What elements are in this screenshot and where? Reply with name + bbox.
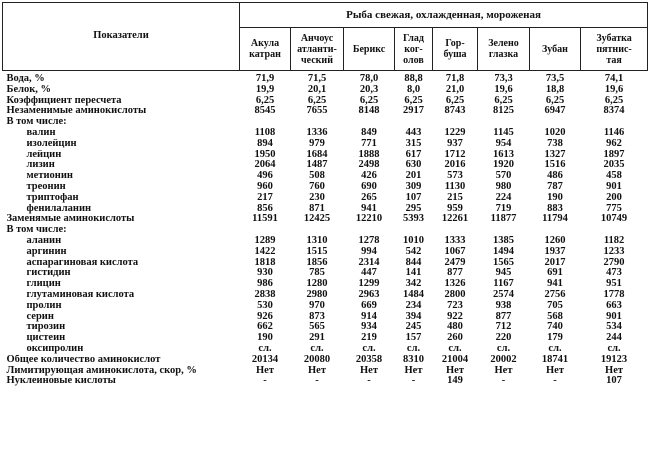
table-cell: сл. [496,342,511,354]
table-cell: - [411,375,416,387]
table-cell: 426 [361,170,377,182]
table-cell: 980 [495,180,512,192]
table-cell: 19,9 [255,83,275,95]
table-cell: 2980 [306,288,328,300]
table-cell: Нет [308,364,326,376]
table-cell: 220 [495,332,512,344]
table-row [3,301,648,312]
table-cell: 1067 [444,245,466,257]
species-header [344,28,395,71]
table-cell: 1233 [603,245,625,257]
table-cell: 994 [361,245,377,257]
table-row [3,139,648,150]
row-label: валин [26,127,56,138]
table-cell: 12261 [441,213,469,225]
table-cell: 496 [257,170,273,182]
species-header-line: атланти- [297,43,337,55]
table-cell: 1565 [493,256,514,268]
table-cell: 1289 [254,234,276,246]
row-label: метионин [26,171,73,182]
table-cell: 1516 [544,159,566,171]
species-header-line: Акула [250,38,280,49]
row-label: гистидин [26,268,71,279]
table-cell: 1167 [493,278,514,290]
table-cell: 190 [547,191,563,203]
species-header [291,28,344,71]
row-label: Незаменимые аминокислоты [6,106,147,117]
table-cell: 986 [257,278,273,290]
row-label: оксипролин [26,343,84,354]
species-header [530,28,581,71]
table-cell: - [263,375,267,387]
table-row [3,106,648,117]
table-cell: 771 [361,137,377,149]
table-cell: 951 [606,278,622,290]
row-label: серин [26,311,54,322]
table-cell: 230 [309,191,325,203]
table-cell: 849 [361,126,377,138]
table-cell: сл. [362,342,376,354]
table-cell: 217 [257,191,273,203]
table-cell: Нет [546,364,564,376]
row-label: изолейцин [26,138,77,149]
table-cell: 8148 [358,105,380,117]
table-cell: 937 [447,137,463,149]
table-cell: 295 [405,202,422,214]
table-cell: 73,3 [494,73,513,84]
table-cell: 21004 [441,353,469,365]
table-cell: 663 [606,299,622,311]
table-cell: 1010 [403,234,424,246]
table-cell: - [315,375,319,387]
table-cell: 1487 [306,159,328,171]
table-cell: 6,25 [604,94,624,106]
table-cell: 8125 [493,105,514,117]
table-cell: 960 [257,180,273,192]
table-cell: 8,0 [406,83,421,95]
table-cell: 2917 [403,105,424,117]
table-cell: 1260 [544,234,566,246]
table-cell: 1778 [603,288,625,300]
table-cell: 1333 [444,234,466,246]
table-cell: 11591 [252,213,278,225]
row-label: Нуклеиновые кислоты [6,376,116,387]
table-cell: 190 [257,332,273,344]
table-cell: 19,6 [604,83,624,95]
row-label: аспарагиновая кислота [26,257,139,268]
table-cell: Нет [404,364,423,376]
fish-group-header: Рыба свежая, охлажденная, мороженая [240,3,648,28]
table-cell: 149 [447,375,463,387]
species-header-line: Берикс [352,43,386,55]
table-cell: 570 [495,170,512,182]
row-label: Вода, % [6,73,45,84]
table-cell: 447 [361,267,377,279]
species-header-line: Зелено [488,38,519,49]
table-cell: 573 [447,170,463,182]
table-cell: 141 [405,267,422,279]
table-cell: 342 [405,278,422,290]
table-cell: 5393 [403,213,424,225]
table-cell: 1712 [444,148,466,160]
species-header-line: глазка [488,49,519,60]
species-header-line: Глад [403,32,424,44]
species-header-line: ческий [301,54,333,66]
table-cell: 1130 [444,180,466,192]
table-cell: 244 [606,332,622,344]
species-header [478,28,530,71]
row-label: глицин [26,279,61,290]
table-cell: 1515 [306,245,328,257]
table-cell: 1146 [603,126,625,138]
table-cell: 6,25 [359,94,379,106]
table-cell: 7655 [306,105,328,117]
amino-acid-table [2,2,648,387]
table-cell: 71,5 [307,73,327,84]
table-cell: - [553,375,557,387]
table-cell: сл. [258,342,272,354]
table-cell: 705 [547,299,563,311]
table-cell: 723 [447,299,463,311]
table-cell: 1310 [306,234,328,246]
table-cell: 2790 [603,256,625,268]
row-label: тирозин [26,322,66,333]
table-row [3,366,648,377]
table-cell: 1888 [358,148,380,160]
table-cell: 922 [447,310,463,322]
table-cell: 71,8 [445,73,465,84]
table-cell: 458 [606,170,622,182]
table-cell: 530 [257,299,273,311]
table-cell: 941 [547,278,563,290]
species-header-line: пятнис- [596,43,632,55]
table-row [3,71,648,85]
table-cell: 234 [405,299,422,311]
table-cell: 945 [495,267,512,279]
table-cell: 914 [361,310,377,322]
species-header-line: Зубатка [596,32,632,44]
table-cell: 73,5 [545,73,565,84]
table-cell: 630 [405,159,422,171]
table-cell: 21,0 [445,83,465,95]
table-cell: 1299 [358,278,380,290]
table-cell: 8310 [403,353,424,365]
table-cell: 941 [361,202,377,214]
table-cell: сл. [310,342,324,354]
table-cell: 215 [447,191,463,203]
table-cell: 107 [405,191,422,203]
table-cell: 8743 [444,105,466,117]
table-cell: 871 [309,202,325,214]
table-cell: 10749 [600,213,628,225]
row-label: фенилаланин [26,203,92,214]
table-cell: 2800 [444,288,466,300]
table-cell: 1897 [603,148,625,160]
table-cell: 1327 [544,148,566,160]
table-cell: 691 [547,267,563,279]
table-cell: 6,25 [307,94,327,106]
row-label: триптофан [26,192,79,203]
table-cell: 970 [309,299,325,311]
table-cell: - [367,375,371,387]
table-cell: 19123 [600,353,628,365]
row-label: пролин [26,300,62,311]
table-row [3,376,648,387]
table-cell: 6,25 [404,94,423,106]
table-cell: сл. [548,342,562,354]
row-label: В том числе: [6,225,67,236]
table-cell: 508 [309,170,325,182]
table-cell: 291 [309,332,325,344]
table-row [3,193,648,204]
row-label: треонин [26,181,66,192]
table-cell: 979 [309,137,325,149]
table-cell: 6947 [544,105,566,117]
table-cell: 1229 [444,126,466,138]
table-cell: 894 [257,137,273,149]
species-header [581,28,648,71]
row-label: цистеин [26,333,66,344]
table-cell: 785 [309,267,325,279]
table-cell: Нет [360,364,378,376]
table-cell: 443 [405,126,422,138]
table-cell: 877 [495,310,512,322]
table-cell: 201 [405,170,422,182]
table-cell: 2017 [544,256,566,268]
table-cell: 954 [495,137,512,149]
table-cell: Нет [446,364,464,376]
table-cell: 712 [495,321,512,333]
table-cell: 20358 [355,353,383,365]
table-cell: 2498 [358,159,380,171]
table-cell: 1182 [603,234,625,246]
table-cell: 534 [606,321,622,333]
table-cell: 719 [495,202,512,214]
table-header [3,3,648,71]
species-header-line: Гор- [445,38,465,49]
table-cell: 1280 [306,278,328,290]
species-header-line: Зубан [542,43,568,55]
table-cell: 219 [361,332,377,344]
table-cell: 1920 [493,159,514,171]
table-cell: 6,25 [445,94,465,106]
row-label: Лимитирующая аминокислота, скор, % [6,365,197,376]
table-cell: 760 [309,180,325,192]
table-cell: 883 [547,202,563,214]
table-cell: 930 [257,267,273,279]
table-cell: 245 [405,321,422,333]
table-cell: 775 [606,202,622,214]
species-header-line: катран [249,49,281,60]
table-cell: 107 [606,375,622,387]
table-cell: 224 [495,191,512,203]
table-cell: 71,9 [255,73,275,84]
table-cell: 78,0 [359,73,379,84]
table-cell: 6,25 [494,94,513,106]
row-label: Общее количество аминокислот [6,354,161,365]
table-cell: 309 [405,180,422,192]
table-cell: 20,3 [359,83,379,95]
table-cell: 1856 [306,256,328,268]
table-cell: 20,1 [307,83,327,95]
table-cell: 1422 [254,245,276,257]
table-cell: Нет [605,364,624,376]
table-cell: 690 [361,180,377,192]
table-cell: 157 [405,332,422,344]
table-cell: 8545 [254,105,276,117]
table-cell: 2314 [358,256,380,268]
row-label: Белок, % [6,84,52,95]
species-header [433,28,478,71]
table-cell: 1336 [306,126,328,138]
table-cell: 1326 [444,278,466,290]
table-cell: 926 [257,310,273,322]
table-cell: 74,1 [604,73,624,84]
table-cell: 11877 [490,213,517,225]
row-label: Коэффициент пересчета [6,95,122,106]
table-cell: 2756 [544,288,566,300]
table-cell: 12425 [303,213,331,225]
table-cell: 486 [547,170,563,182]
table-cell: 2574 [493,288,514,300]
table-row [3,247,648,258]
table-cell: 88,8 [404,73,423,84]
table-cell: 11794 [542,213,568,225]
table-cell: 740 [547,321,563,333]
table-cell: 1937 [544,245,566,257]
table-cell: 1613 [493,148,514,160]
table-cell: 542 [405,245,422,257]
table-cell: сл. [406,342,421,354]
table-cell: 2035 [603,159,625,171]
table-cell: 20002 [490,353,517,365]
table-cell: сл. [607,342,621,354]
row-label: лейцин [26,149,62,160]
table-cell: 200 [606,191,622,203]
table-cell: 179 [547,332,563,344]
table-cell: - [501,375,506,387]
table-cell: 1108 [254,126,276,138]
table-cell: 12210 [355,213,383,225]
table-row [3,214,648,225]
table-cell: 260 [447,332,463,344]
row-label: аланин [26,235,62,246]
table-cell: 1684 [306,148,328,160]
row-label: лизин [26,160,55,171]
table-cell: 565 [309,321,325,333]
table-cell: 1484 [403,288,424,300]
table-body [3,71,648,388]
table-cell: 480 [447,321,463,333]
table-cell: 6,25 [255,94,275,106]
table-cell: 1020 [544,126,566,138]
table-cell: 901 [606,180,622,192]
species-header-line: буша [443,49,467,60]
table-cell: 1145 [493,126,514,138]
table-cell: 617 [405,148,422,160]
table-cell: 962 [606,137,622,149]
table-cell: 934 [361,321,377,333]
table-cell: 938 [495,299,512,311]
species-header [240,28,291,71]
table-cell: 1278 [358,234,380,246]
table-cell: 738 [547,137,563,149]
indicators-header: Показатели [3,3,240,71]
table-cell: 265 [361,191,377,203]
table-cell: 959 [447,202,463,214]
row-label: глутаминовая кислота [26,289,135,300]
table-cell: 787 [547,180,563,192]
table-cell: 19,6 [494,83,513,95]
table-cell: 315 [405,137,422,149]
table-cell: 856 [257,202,273,214]
species-header [395,28,433,71]
row-label: В том числе: [6,117,67,128]
row-label: Заменямые аминокислоты [6,214,135,225]
table-cell: 844 [405,256,422,268]
table-cell: Нет [256,364,274,376]
table-cell: 1494 [493,245,514,257]
species-header-line: Анчоус [300,32,334,44]
table-cell: 1385 [493,234,514,246]
species-header-line: тая [606,54,622,66]
table-cell: 873 [309,310,325,322]
table-row [3,355,648,366]
table-cell: 20134 [251,353,279,365]
table-cell: 877 [447,267,463,279]
table-cell: 2479 [444,256,466,268]
row-label: аргинин [26,246,67,257]
table-cell: 18741 [541,353,569,365]
table-cell: 568 [547,310,563,322]
table-cell: 394 [405,310,422,322]
table-cell: 901 [606,310,622,322]
species-header-line: ког- [404,43,423,55]
species-header-line: олов [403,54,424,66]
table-cell: 1950 [254,148,276,160]
table-row [3,85,648,96]
table-cell: 2016 [444,159,466,171]
table-cell: 8374 [603,105,625,117]
table-cell: 18,8 [545,83,565,95]
table-cell: 2963 [358,288,380,300]
table-cell: Нет [494,364,513,376]
table-cell: сл. [448,342,462,354]
table-cell: 2838 [254,288,276,300]
table-cell: 662 [257,321,273,333]
table-cell: 2064 [254,159,276,171]
table-cell: 6,25 [545,94,565,106]
table-cell: 669 [361,299,377,311]
table-cell: 20080 [303,353,331,365]
table-cell: 1818 [254,256,276,268]
table-cell: 473 [606,267,622,279]
